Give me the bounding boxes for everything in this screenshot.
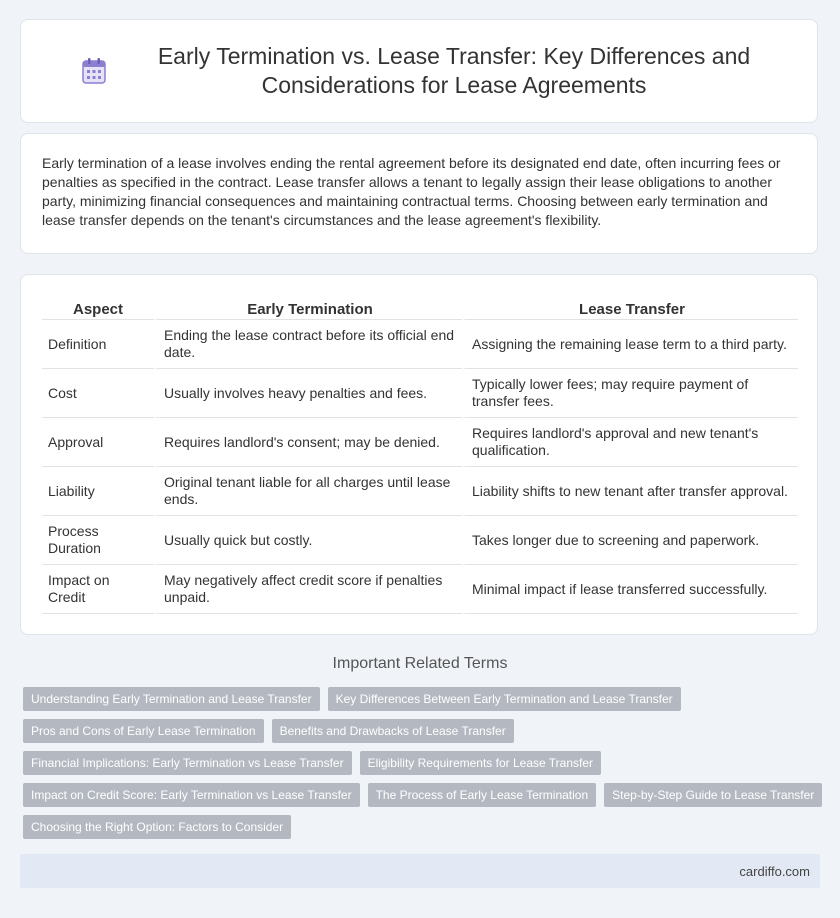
cell-early-termination: May negatively affect credit score if penalties unpaid. xyxy=(154,565,462,614)
table-row xyxy=(42,467,798,516)
table-header-row xyxy=(42,297,798,320)
page-title: Early Termination vs. Lease Transfer: Key Differences and Considerations for Lease Agreements xyxy=(157,43,751,98)
table-row xyxy=(42,516,798,565)
related-term-tag[interactable]: Pros and Cons of Early Lease Termination xyxy=(23,719,264,743)
cell-lease-transfer: Requires landlord's approval and new tenant's qualification. xyxy=(462,418,798,467)
cell-early-termination: Original tenant liable for all charges until lease ends. xyxy=(154,467,462,516)
footer xyxy=(20,854,820,888)
cell-aspect: Impact on Credit xyxy=(42,565,154,614)
footer-site-link[interactable]: cardiffo.com xyxy=(739,863,810,879)
cell-lease-transfer: Takes longer due to screening and paperwork. xyxy=(462,516,798,565)
related-term-tag[interactable]: Understanding Early Termination and Lease Transfer xyxy=(23,687,320,711)
header-aspect: Aspect xyxy=(42,297,154,320)
cell-aspect: Definition xyxy=(42,320,154,369)
table-row xyxy=(42,565,798,614)
cell-early-termination: Ending the lease contract before its official end date. xyxy=(154,320,462,369)
comparison-table xyxy=(42,297,798,614)
related-term-tag[interactable]: Key Differences Between Early Termination and Lease Transfer xyxy=(328,687,681,711)
related-terms-list xyxy=(23,687,823,839)
cell-aspect: Cost xyxy=(42,369,154,418)
related-term-tag[interactable]: Benefits and Drawbacks of Lease Transfer xyxy=(272,719,514,743)
intro-card xyxy=(20,133,818,254)
cell-lease-transfer: Minimal impact if lease transferred successfully. xyxy=(462,565,798,614)
related-term-tag[interactable]: Impact on Credit Score: Early Termination vs Lease Transfer xyxy=(23,783,360,807)
title-card xyxy=(20,19,818,123)
cell-aspect: Process Duration xyxy=(42,516,154,565)
related-terms-heading: Important Related Terms xyxy=(332,655,508,672)
related-term-tag[interactable]: Choosing the Right Option: Factors to Consider xyxy=(23,815,291,839)
cell-aspect: Liability xyxy=(42,467,154,516)
table-row xyxy=(42,418,798,467)
table-row xyxy=(42,320,798,369)
header-lease-transfer: Lease Transfer xyxy=(462,297,798,320)
cell-early-termination: Usually quick but costly. xyxy=(154,516,462,565)
header-early-termination: Early Termination xyxy=(154,297,462,320)
cell-lease-transfer: Assigning the remaining lease term to a third party. xyxy=(462,320,798,369)
related-term-tag[interactable]: Step-by-Step Guide to Lease Transfer xyxy=(604,783,822,807)
calendar-icon xyxy=(64,51,124,91)
cell-lease-transfer: Typically lower fees; may require payment of transfer fees. xyxy=(462,369,798,418)
related-term-tag[interactable]: The Process of Early Lease Termination xyxy=(368,783,597,807)
intro-paragraph: Early termination of a lease involves ending the rental agreement before its designated end date, often incurring fees or penalties as specified in the contract. Lease transfer allows a tenant to legally assign their lease obligations to another party, minimizing financial consequences and maintaining contractual terms. Choosing between early termination and lease transfer depends on the tenant's circumstances and the lease agreement's flexibility. xyxy=(42,155,781,228)
cell-aspect: Approval xyxy=(42,418,154,467)
comparison-card xyxy=(20,274,818,635)
related-term-tag[interactable]: Eligibility Requirements for Lease Transfer xyxy=(360,751,601,775)
cell-early-termination: Usually involves heavy penalties and fees. xyxy=(154,369,462,418)
related-term-tag[interactable]: Financial Implications: Early Termination vs Lease Transfer xyxy=(23,751,352,775)
table-row xyxy=(42,369,798,418)
cell-early-termination: Requires landlord's consent; may be denied. xyxy=(154,418,462,467)
cell-lease-transfer: Liability shifts to new tenant after transfer approval. xyxy=(462,467,798,516)
